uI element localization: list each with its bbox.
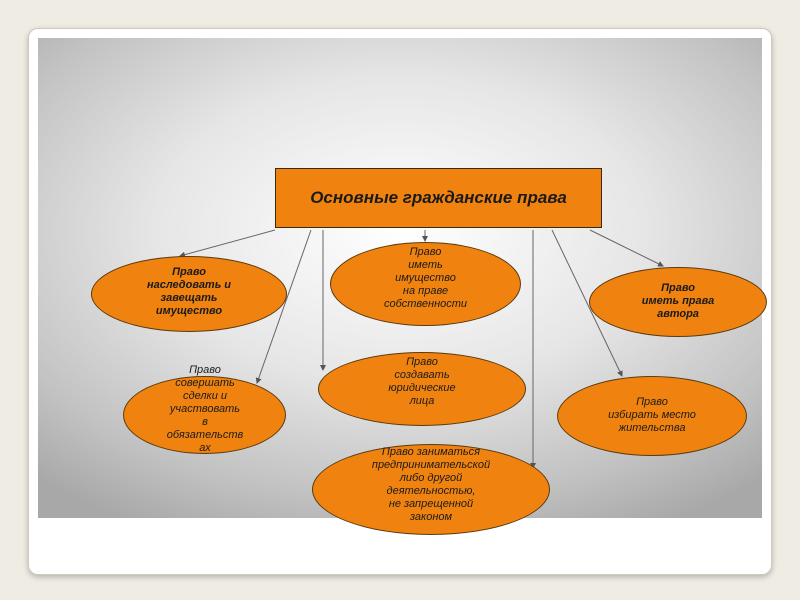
label-deals: Право совершать сделки и участвовать в обязательств ах xyxy=(166,364,244,454)
label-author: Право иметь права автора xyxy=(641,282,715,320)
line-to-author xyxy=(590,230,663,266)
line-to-inherit xyxy=(180,230,275,256)
label-inherit: Право наследовать и завещать имущество xyxy=(146,266,232,317)
label-business: Право заниматься предпринимательской либо другой деятельностью, не запрещенной законом xyxy=(371,446,491,523)
label-legal: Право создавать юридические лица xyxy=(388,356,456,407)
diagram-title: Основные гражданские права xyxy=(275,168,602,228)
label-own: Право иметь имущество на праве собственности xyxy=(383,246,468,310)
label-residence: Право избирать место жительства xyxy=(608,396,696,434)
